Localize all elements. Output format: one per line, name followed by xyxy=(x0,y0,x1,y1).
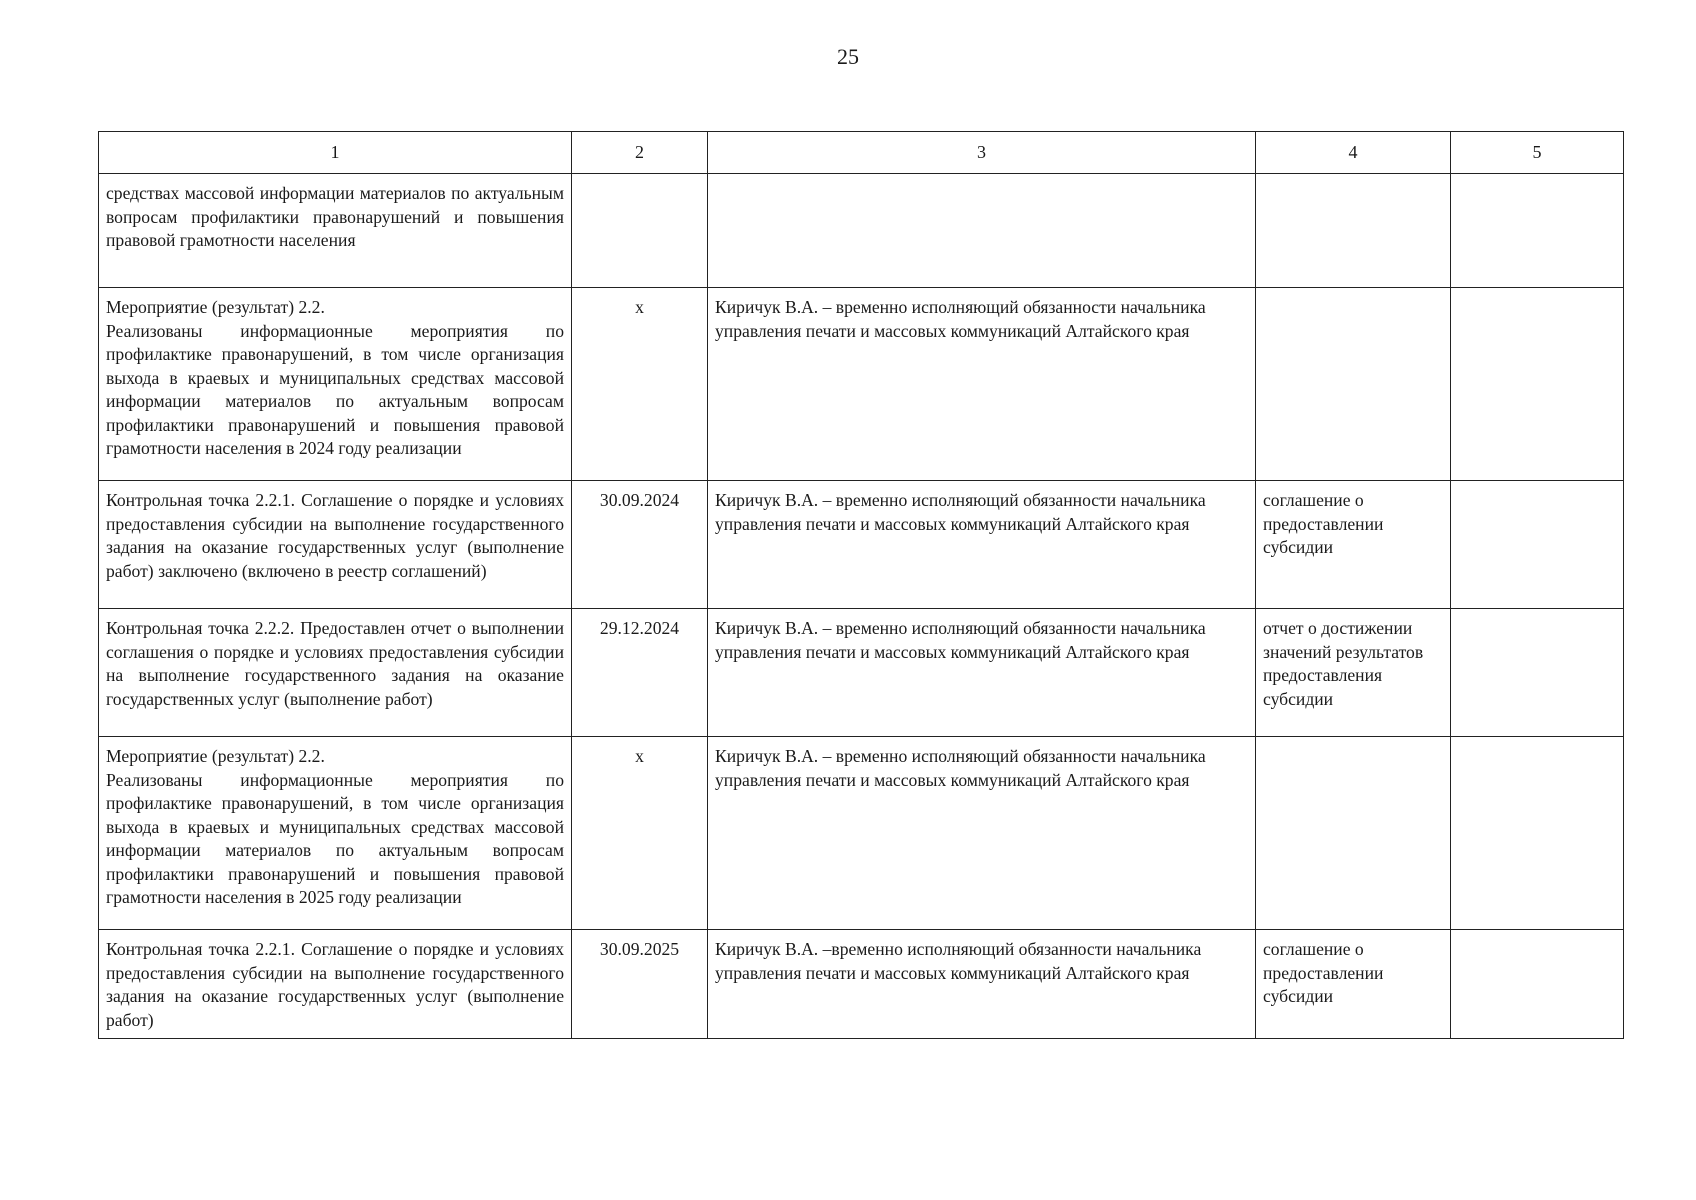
document-type-cell xyxy=(1256,174,1451,288)
responsible-cell: Киричук В.А. – временно исполняющий обязанности начальника управления печати и массовых коммуникаций Алтайского края xyxy=(708,288,1256,481)
event-description xyxy=(99,288,572,481)
description-text: Контрольная точка 2.2.1. Соглашение о порядке и условиях предоставления субсидии на выполнение государственного задания на оказание государственных услуг (выполнение работ) xyxy=(106,939,564,1030)
deadline-cell: х xyxy=(572,737,708,930)
document-type-cell xyxy=(1256,737,1451,930)
deadline-cell: 29.12.2024 xyxy=(572,609,708,737)
description-text: Контрольная точка 2.2.2. Предоставлен отчет о выполнении соглашения о порядке и условиях предоставления субсидии на выполнение государственного задания на оказание государственных услуг (выполнение работ) xyxy=(106,618,564,709)
event-description xyxy=(99,930,572,1039)
description-text: Контрольная точка 2.2.1. Соглашение о порядке и условиях предоставления субсидии на выполнение государственного задания на оказание государственных услуг (выполнение работ) заключено (включено в реестр соглашений) xyxy=(106,490,564,581)
table-row xyxy=(99,481,1624,609)
event-title: Мероприятие (результат) 2.2. xyxy=(106,297,325,317)
description-text: средствах массовой информации материалов по актуальным вопросам профилактики правонарушений и повышения правовой грамотности населения xyxy=(106,183,564,250)
responsible-cell xyxy=(708,174,1256,288)
description-text: Реализованы информационные мероприятия по профилактике правонарушений, в том числе организация выхода в краевых и муниципальных средствах массовой информации материалов по актуальным вопросам профилактики правонарушений и повышения правовой грамотности населения в 2025 году реализации xyxy=(106,769,564,907)
info-system-cell xyxy=(1451,481,1624,609)
responsible-cell: Киричук В.А. –временно исполняющий обязанности начальника управления печати и массовых коммуникаций Алтайского края xyxy=(708,930,1256,1039)
document-type-cell: отчет о достижении значений результатов предоставления субсидии xyxy=(1256,609,1451,737)
document-type-cell xyxy=(1256,288,1451,481)
document-type-cell: соглашение о предоставлении субсидии xyxy=(1256,481,1451,609)
table-row xyxy=(99,174,1624,288)
column-header: 5 xyxy=(1451,132,1624,174)
info-system-cell xyxy=(1451,174,1624,288)
plan-table xyxy=(98,131,1624,1039)
info-system-cell xyxy=(1451,930,1624,1039)
table-row xyxy=(99,737,1624,930)
event-title: Мероприятие (результат) 2.2. xyxy=(106,746,325,766)
description-text: Реализованы информационные мероприятия по профилактике правонарушений, в том числе организация выхода в краевых и муниципальных средствах массовой информации материалов по актуальным вопросам профилактики правонарушений и повышения правовой грамотности населения в 2024 году реализации xyxy=(106,320,564,458)
event-description xyxy=(99,481,572,609)
event-description xyxy=(99,174,572,288)
responsible-cell: Киричук В.А. – временно исполняющий обязанности начальника управления печати и массовых коммуникаций Алтайского края xyxy=(708,481,1256,609)
column-header: 2 xyxy=(572,132,708,174)
info-system-cell xyxy=(1451,288,1624,481)
deadline-cell: х xyxy=(572,288,708,481)
deadline-cell: 30.09.2024 xyxy=(572,481,708,609)
event-description xyxy=(99,609,572,737)
column-header: 1 xyxy=(99,132,572,174)
responsible-cell: Киричук В.А. – временно исполняющий обязанности начальника управления печати и массовых коммуникаций Алтайского края xyxy=(708,737,1256,930)
deadline-cell xyxy=(572,174,708,288)
page-number: 25 xyxy=(837,44,859,69)
deadline-cell: 30.09.2025 xyxy=(572,930,708,1039)
table-row xyxy=(99,930,1624,1039)
responsible-cell: Киричук В.А. – временно исполняющий обязанности начальника управления печати и массовых коммуникаций Алтайского края xyxy=(708,609,1256,737)
column-header: 4 xyxy=(1256,132,1451,174)
document-type-cell: соглашение о предоставлении субсидии xyxy=(1256,930,1451,1039)
table-header-row xyxy=(99,132,1624,174)
event-description xyxy=(99,737,572,930)
column-header: 3 xyxy=(708,132,1256,174)
table-row xyxy=(99,609,1624,737)
info-system-cell xyxy=(1451,609,1624,737)
info-system-cell xyxy=(1451,737,1624,930)
table-row xyxy=(99,288,1624,481)
